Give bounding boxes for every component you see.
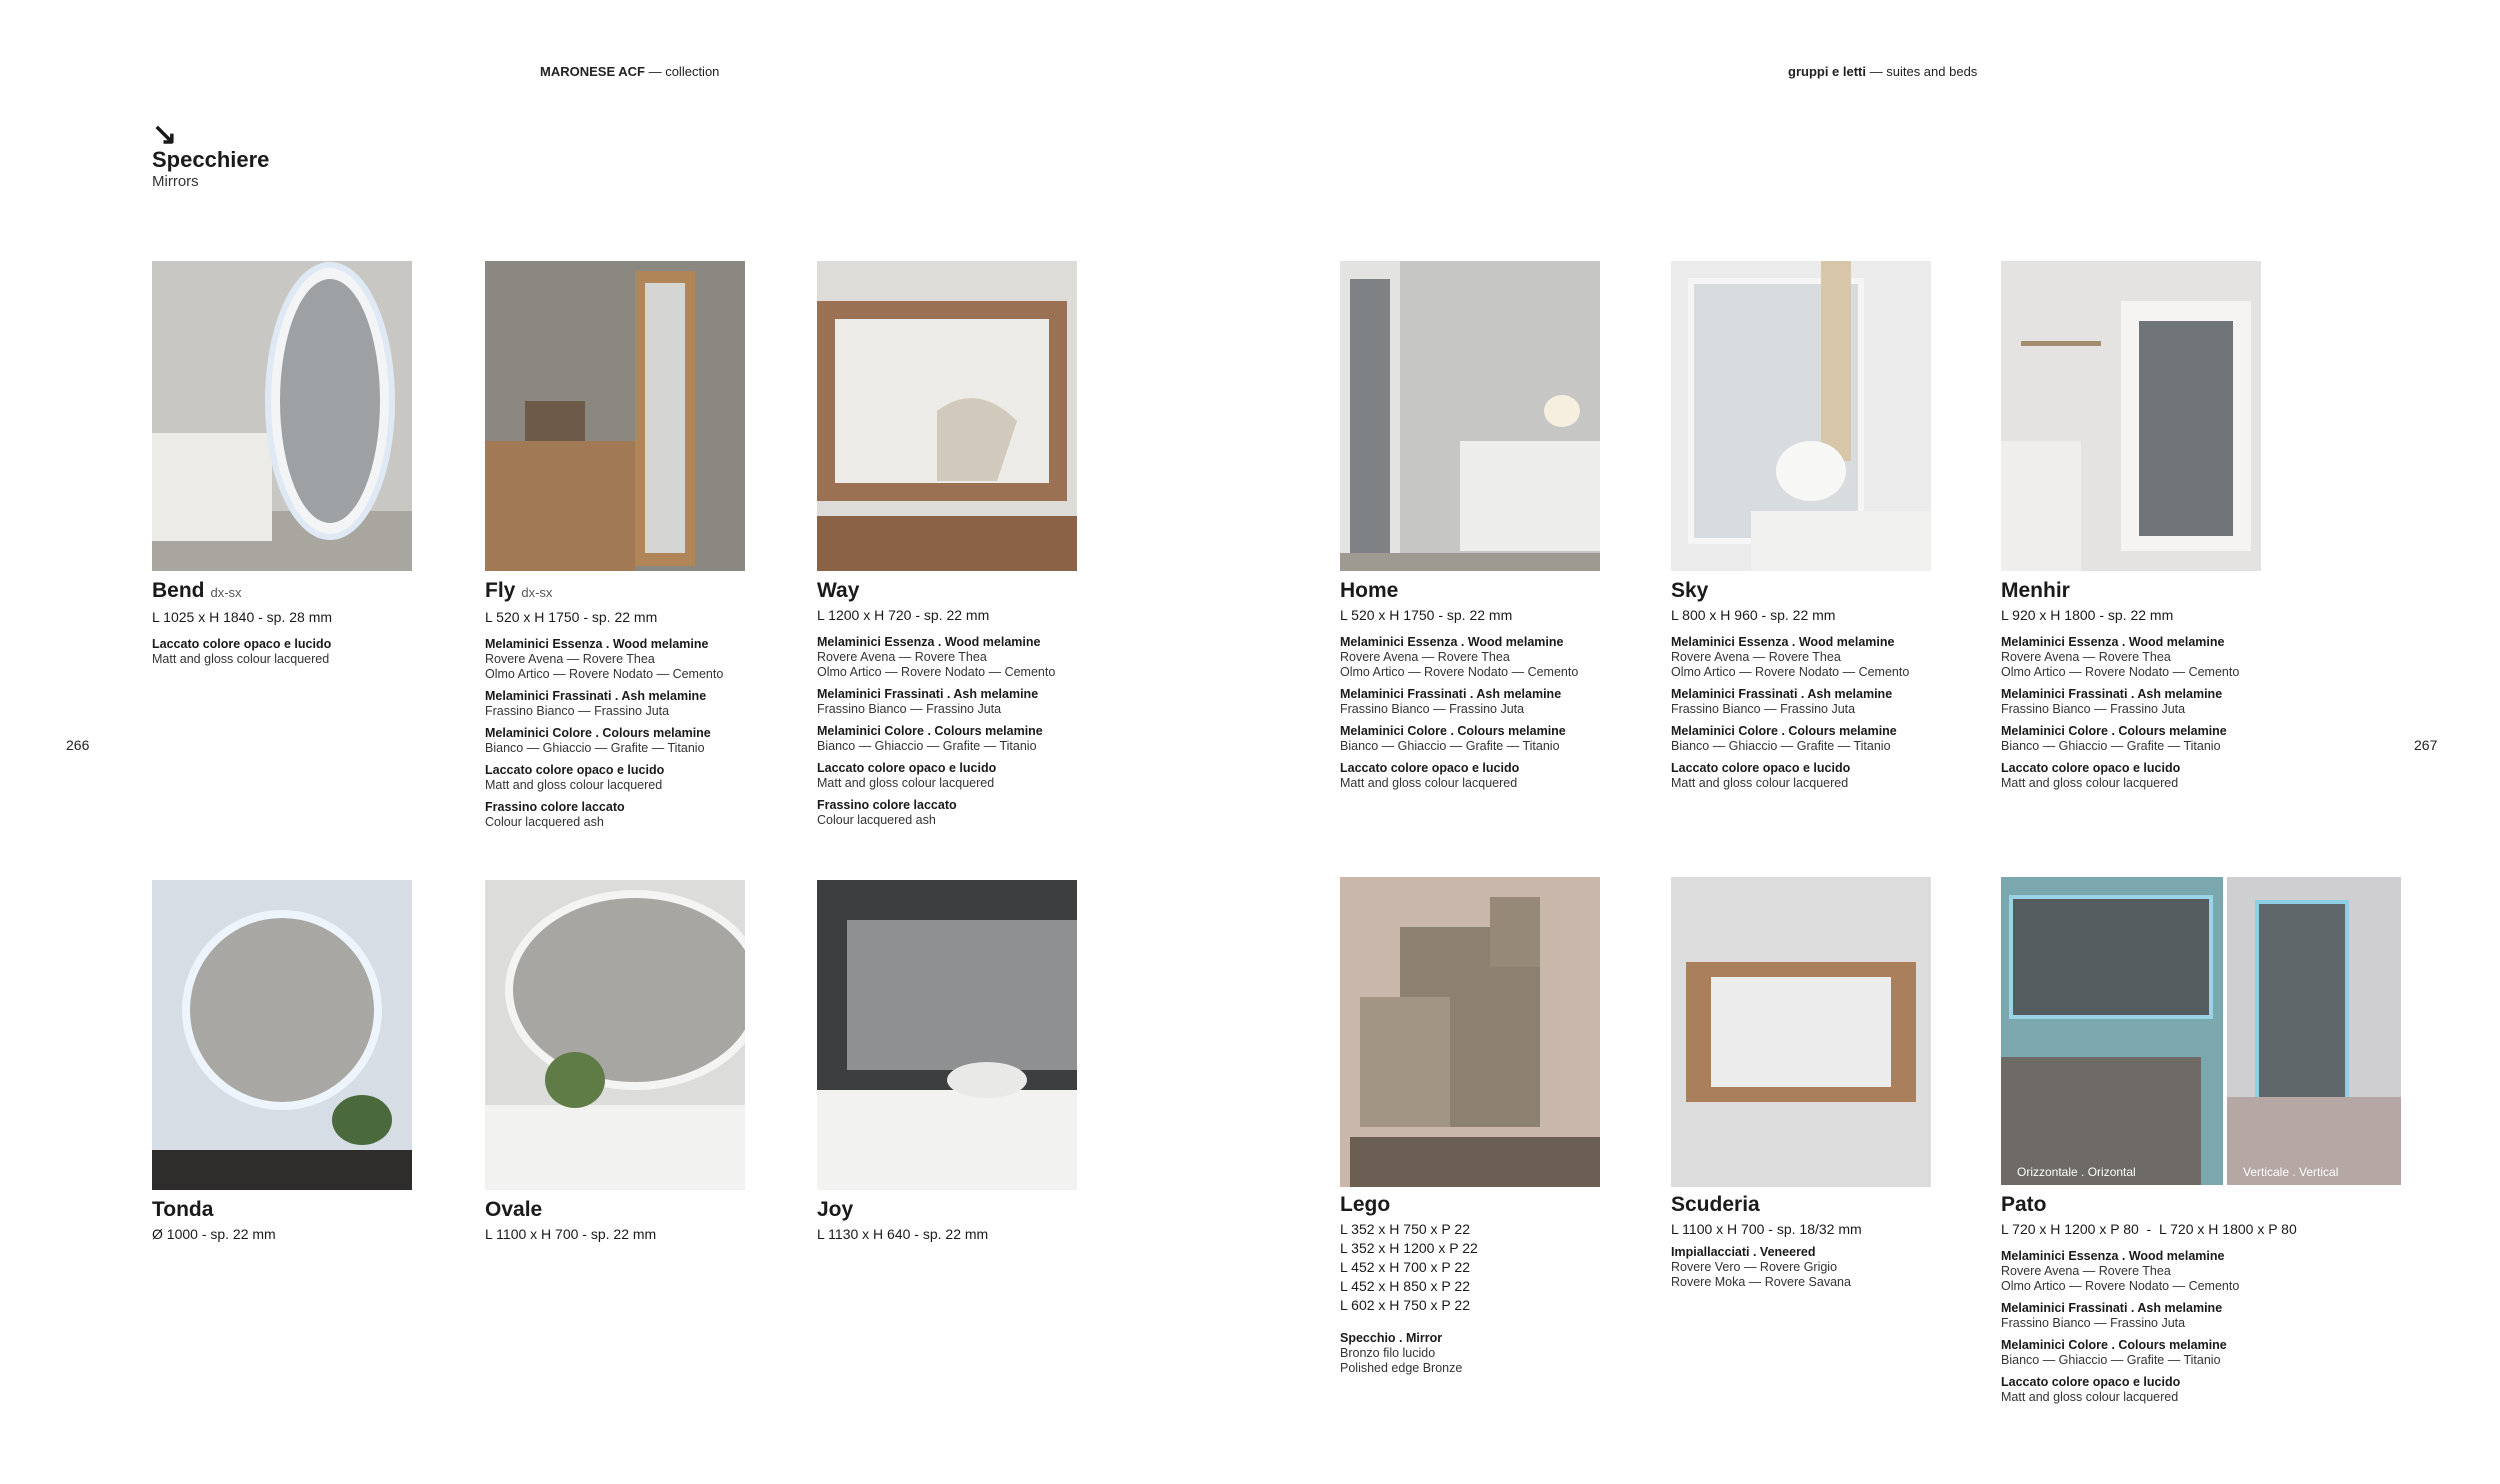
product-name: Fly — [485, 579, 516, 602]
finish-heading: Melaminici Colore . Colours melamine — [1671, 724, 1897, 738]
finish-values: Colour lacquered ash — [485, 815, 604, 829]
product-dimensions: L 520 x H 1750 - sp. 22 mm — [485, 609, 658, 625]
finish-values: Bianco — Ghiaccio — Grafite — Titanio — [2001, 1353, 2221, 1367]
finish-heading: Melaminici Colore . Colours melamine — [1340, 724, 1566, 738]
pato-photo-label-horizontal: Orizzontale . Orizontal — [2017, 1165, 2136, 1179]
finish-heading: Laccato colore opaco e lucido — [2001, 1375, 2181, 1389]
pato-photo-label-vertical: Verticale . Vertical — [2243, 1165, 2339, 1179]
finish-heading: Melaminici Colore . Colours melamine — [817, 724, 1043, 738]
way-photo — [817, 261, 1077, 571]
product-dimensions: L 1200 x H 720 - sp. 22 mm — [817, 607, 990, 623]
finish-values: Bianco — Ghiaccio — Grafite — Titanio — [2001, 739, 2221, 753]
finish-values: Rovere Avena — Rovere Thea Olmo Artico — Rovere Nodato — Cemento — [2001, 650, 2240, 679]
product-name: Tonda — [152, 1198, 214, 1221]
product-name: Ovale — [485, 1198, 543, 1221]
finish-heading: Melaminici Essenza . Wood melamine — [1671, 635, 1895, 649]
finish-heading: Laccato colore opaco e lucido — [2001, 761, 2181, 775]
finish-heading: Impiallacciati . Veneered — [1671, 1245, 1816, 1259]
product-name: Way — [817, 579, 860, 602]
product-ovale — [485, 1197, 815, 1244]
finish-heading: Melaminici Colore . Colours melamine — [2001, 1338, 2227, 1352]
finish-values: Bianco — Ghiaccio — Grafite — Titanio — [817, 739, 1037, 753]
finish-values: Rovere Vero — Rovere Grigio Rovere Moka — Rovere Savana — [1671, 1260, 1851, 1289]
pato-vertical-photo — [2227, 877, 2401, 1185]
product-tag: dx-sx — [521, 585, 553, 600]
finish-heading: Laccato colore opaco e lucido — [152, 637, 332, 651]
finish-heading: Melaminici Essenza . Wood melamine — [817, 635, 1041, 649]
product-name: Sky — [1671, 579, 1709, 602]
finish-values: Frassino Bianco — Frassino Juta — [817, 702, 1002, 716]
finish-values: Matt and gloss colour lacquered — [152, 652, 330, 666]
section-title: Specchiere — [152, 147, 270, 172]
finish-heading: Laccato colore opaco e lucido — [1671, 761, 1851, 775]
finish-values: Frassino Bianco — Frassino Juta — [2001, 702, 2186, 716]
finish-values: Rovere Avena — Rovere Thea Olmo Artico — Rovere Nodato — Cemento — [817, 650, 1056, 679]
product-pato — [2001, 1192, 2421, 1412]
finish-heading: Laccato colore opaco e lucido — [1340, 761, 1520, 775]
running-header-left: MARONESE ACF — collection — [540, 64, 720, 79]
finish-values: Rovere Avena — Rovere Thea Olmo Artico — Rovere Nodato — Cemento — [1340, 650, 1579, 679]
product-menhir — [2001, 578, 2331, 798]
finish-heading: Melaminici Essenza . Wood melamine — [2001, 635, 2225, 649]
product-name: Lego — [1340, 1193, 1391, 1216]
product-dimensions: L 1100 x H 700 - sp. 22 mm — [485, 1226, 657, 1242]
finish-values: Rovere Avena — Rovere Thea Olmo Artico — Rovere Nodato — Cemento — [2001, 1264, 2240, 1293]
product-dimensions: L 352 x H 750 x P 22 L 352 x H 1200 x P 22 L 452 x H 700 x P 22 L 452 x H 850 x P 22 L 602 x H 750 x P 22 — [1340, 1221, 1478, 1313]
product-dimensions: L 920 x H 1800 - sp. 22 mm — [2001, 607, 2174, 623]
page-number-left: 266 — [66, 737, 90, 753]
product-joy — [817, 1197, 1147, 1244]
finish-heading: Melaminici Frassinati . Ash melamine — [485, 689, 707, 703]
product-fly — [485, 578, 815, 837]
product-bend — [152, 578, 482, 674]
finish-heading: Laccato colore opaco e lucido — [485, 763, 665, 777]
finish-values: Rovere Avena — Rovere Thea Olmo Artico — Rovere Nodato — Cemento — [485, 652, 724, 681]
finish-values: Frassino Bianco — Frassino Juta — [1671, 702, 1856, 716]
finish-values: Matt and gloss colour lacquered — [485, 778, 663, 792]
finish-heading: Melaminici Essenza . Wood melamine — [485, 637, 709, 651]
finish-heading: Melaminici Colore . Colours melamine — [485, 726, 711, 740]
pato-horizontal-photo — [2001, 877, 2223, 1185]
finish-values: Frassino Bianco — Frassino Juta — [2001, 1316, 2186, 1330]
fly-photo — [485, 261, 745, 571]
finish-heading: Melaminici Frassinati . Ash melamine — [1340, 687, 1562, 701]
finish-heading: Melaminici Frassinati . Ash melamine — [2001, 1301, 2223, 1315]
product-scuderia — [1671, 1192, 2001, 1297]
product-dimensions: L 720 x H 1200 x P 80 - L 720 x H 1800 x P 80 — [2001, 1221, 2297, 1237]
bend-photo — [152, 261, 412, 571]
lego-photo — [1340, 877, 1600, 1187]
finish-values: Bianco — Ghiaccio — Grafite — Titanio — [1340, 739, 1560, 753]
page-number-right: 267 — [2414, 737, 2438, 753]
product-dimensions: L 1100 x H 700 - sp. 18/32 mm — [1671, 1221, 1862, 1237]
product-name: Joy — [817, 1198, 854, 1221]
home-photo — [1340, 261, 1600, 571]
tonda-photo — [152, 880, 412, 1190]
product-tonda — [152, 1197, 482, 1244]
finish-values: Bianco — Ghiaccio — Grafite — Titanio — [485, 741, 705, 755]
product-dimensions: L 800 x H 960 - sp. 22 mm — [1671, 607, 1836, 623]
finish-values: Bronzo filo lucido Polished edge Bronze — [1340, 1346, 1463, 1375]
finish-heading: Specchio . Mirror — [1340, 1331, 1443, 1345]
product-name: Menhir — [2001, 579, 2070, 602]
finish-heading: Frassino colore laccato — [485, 800, 625, 814]
finish-values: Matt and gloss colour lacquered — [2001, 776, 2179, 790]
scuderia-photo — [1671, 877, 1931, 1187]
finish-values: Matt and gloss colour lacquered — [1340, 776, 1518, 790]
arrow-down-right-icon: ↘ — [152, 118, 178, 151]
product-way — [817, 578, 1147, 835]
finish-heading: Melaminici Frassinati . Ash melamine — [1671, 687, 1893, 701]
finish-values: Colour lacquered ash — [817, 813, 936, 827]
finish-heading: Melaminici Frassinati . Ash melamine — [2001, 687, 2223, 701]
ovale-photo — [485, 880, 745, 1190]
product-name: Pato — [2001, 1193, 2047, 1216]
product-tag: dx-sx — [210, 585, 242, 600]
finish-heading: Melaminici Frassinati . Ash melamine — [817, 687, 1039, 701]
finish-heading: Frassino colore laccato — [817, 798, 957, 812]
finish-values: Matt and gloss colour lacquered — [1671, 776, 1849, 790]
finish-values: Frassino Bianco — Frassino Juta — [485, 704, 670, 718]
menhir-photo — [2001, 261, 2261, 571]
running-header-right: gruppi e letti — suites and beds — [1788, 64, 1978, 79]
finish-values: Bianco — Ghiaccio — Grafite — Titanio — [1671, 739, 1891, 753]
finish-heading: Melaminici Colore . Colours melamine — [2001, 724, 2227, 738]
finish-values: Matt and gloss colour lacquered — [2001, 1390, 2179, 1404]
product-lego — [1340, 1192, 1670, 1383]
finish-values: Frassino Bianco — Frassino Juta — [1340, 702, 1525, 716]
finish-values: Rovere Avena — Rovere Thea Olmo Artico — Rovere Nodato — Cemento — [1671, 650, 1910, 679]
finish-values: Matt and gloss colour lacquered — [817, 776, 995, 790]
section-subtitle: Mirrors — [152, 173, 199, 190]
product-home — [1340, 578, 1670, 798]
product-dimensions: Ø 1000 - sp. 22 mm — [152, 1226, 276, 1242]
finish-heading: Melaminici Essenza . Wood melamine — [2001, 1249, 2225, 1263]
product-name: Scuderia — [1671, 1193, 1760, 1216]
product-name: Bend — [152, 579, 205, 602]
finish-heading: Laccato colore opaco e lucido — [817, 761, 997, 775]
finish-heading: Melaminici Essenza . Wood melamine — [1340, 635, 1564, 649]
joy-photo — [817, 880, 1077, 1190]
product-dimensions: L 1025 x H 1840 - sp. 28 mm — [152, 609, 333, 625]
product-sky — [1671, 578, 2001, 798]
product-name: Home — [1340, 579, 1399, 602]
product-dimensions: L 1130 x H 640 - sp. 22 mm — [817, 1226, 989, 1242]
sky-photo — [1671, 261, 1931, 571]
product-dimensions: L 520 x H 1750 - sp. 22 mm — [1340, 607, 1513, 623]
